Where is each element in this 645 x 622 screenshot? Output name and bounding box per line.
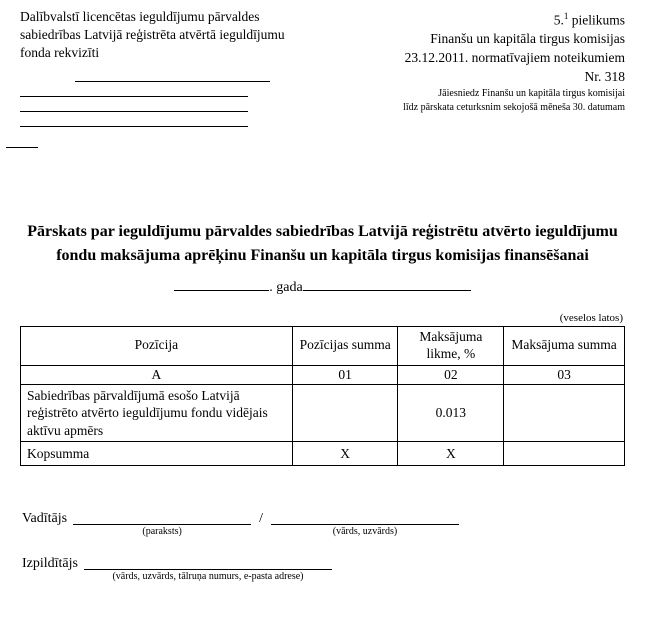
payment-sum-cell <box>504 384 625 442</box>
fill-in-line <box>20 112 248 127</box>
year-fill-in-line <box>174 277 269 291</box>
table-row-total <box>21 442 625 466</box>
total-position-sum-cell: X <box>292 442 398 466</box>
date-line <box>20 277 625 296</box>
requisites-label: Dalībvalstī licencētas ieguldījumu pārvaldes sabiedrības Latvijā reģistrēta atvērtā ieguldījumu fonda rekvizīti <box>20 9 285 60</box>
total-label-cell: Kopsumma <box>21 442 293 466</box>
executor-field <box>84 555 332 584</box>
position-sum-cell <box>292 384 398 442</box>
submission-note-2: līdz pārskata ceturksnim sekojošā mēneša 30. datumam <box>403 101 625 113</box>
annex-number-sup: 1 <box>563 11 569 21</box>
document-header <box>20 8 625 148</box>
executor-note: (vārds, uzvārds, tālruņa numurs, e-pasta adrese) <box>112 571 304 583</box>
signature-note: (paraksts) <box>142 526 182 538</box>
annex-number <box>403 10 625 30</box>
col-code-01: 01 <box>292 365 398 384</box>
col-header-position: Pozīcija <box>21 326 293 365</box>
table-header-row <box>21 326 625 365</box>
executor-label: Izpildītājs <box>22 556 78 572</box>
fill-in-line <box>20 97 248 112</box>
requisites-block <box>20 8 312 148</box>
col-header-payment-rate: Maksājuma likme, % <box>398 326 504 365</box>
executor-row <box>22 555 625 584</box>
table-row <box>21 384 625 442</box>
date-word: . gada <box>269 279 303 295</box>
manager-name-field <box>271 510 459 539</box>
document-title: Pārskats par ieguldījumu pārvaldes sabiedrības Latvijā reģistrētu atvērto ieguldījumu fondu maksājuma aprēķinu Finanšu un kapitāla tirgus komisijas finansēšanai <box>27 223 618 264</box>
payment-rate-cell: 0.013 <box>398 384 504 442</box>
total-payment-sum-cell <box>504 442 625 466</box>
col-code-a: A <box>21 365 293 384</box>
manager-label: Vadītājs <box>22 511 68 527</box>
column-code-row <box>21 365 625 384</box>
regulation-date-line: 23.12.2011. normatīvajiem noteikumiem <box>404 50 625 66</box>
executor-fill-in-line <box>84 555 332 570</box>
col-code-02: 02 <box>398 365 504 384</box>
signature-fill-in-line <box>73 510 251 525</box>
slash-separator: / <box>259 511 263 527</box>
col-code-03: 03 <box>504 365 625 384</box>
manager-signature-field <box>73 510 251 539</box>
col-header-position-sum: Pozīcijas summa <box>292 326 398 365</box>
issuer-line: Finanšu un kapitāla tirgus komisijas <box>430 31 625 47</box>
total-payment-rate-cell: X <box>398 442 504 466</box>
submission-note-1: Jāiesniedz Finanšu un kapitāla tirgus komisijai <box>438 88 625 100</box>
fill-in-line <box>6 133 38 148</box>
manager-signature-row <box>22 510 625 539</box>
name-fill-in-line <box>271 510 459 525</box>
annex-number-main: 5. <box>553 12 564 28</box>
regulation-number: Nr. 318 <box>584 69 625 85</box>
name-note: (vārds, uzvārds) <box>332 526 398 538</box>
units-note: (veselos latos) <box>559 311 623 324</box>
position-cell: Sabiedrības pārvaldījumā esošo Latvijā reģistrēto atvērto ieguldījumu fondu vidējais aktīvu apmērs <box>21 384 293 442</box>
col-header-payment-sum: Maksājuma summa <box>504 326 625 365</box>
fill-in-line <box>20 82 248 97</box>
annex-block <box>403 8 625 114</box>
annex-number-rest: pielikums <box>568 12 625 28</box>
date-fill-in-line <box>303 277 471 291</box>
fill-in-line <box>75 67 270 82</box>
payment-table <box>20 326 625 466</box>
